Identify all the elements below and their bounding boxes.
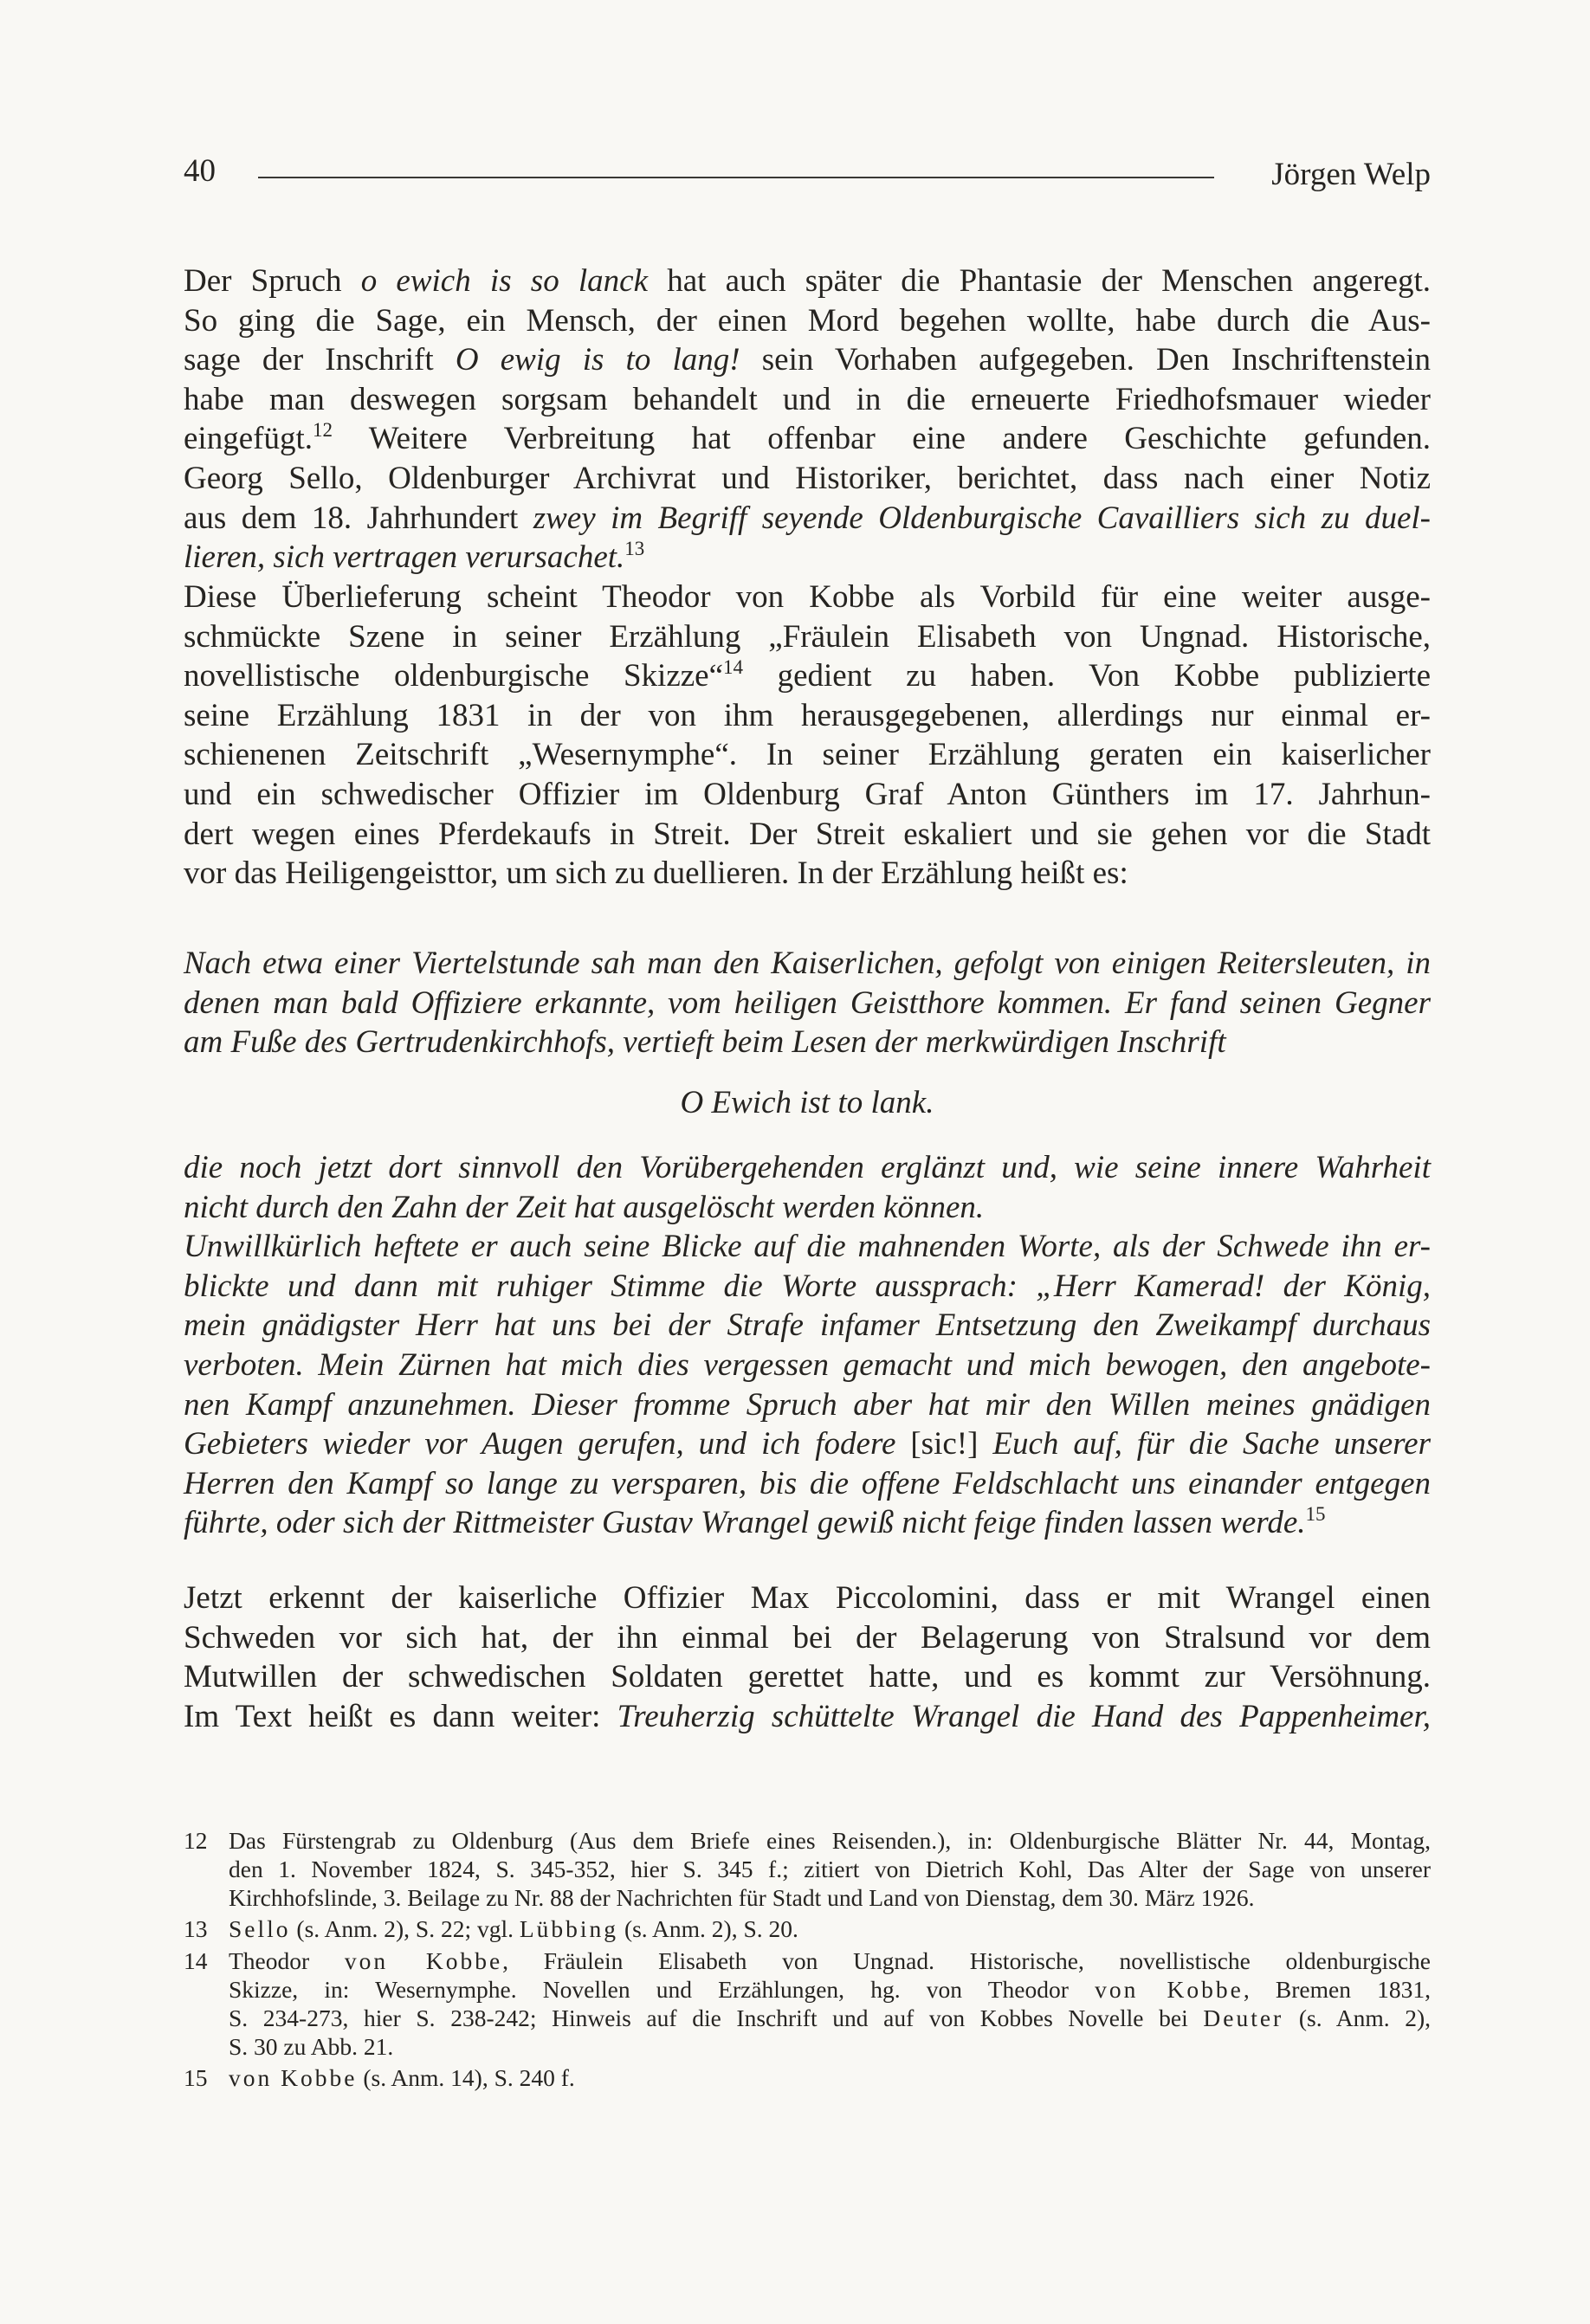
text-line: Diese Überlieferung scheint Theodor von Kobbe als Vorbild für eine weiter ausge- — [184, 579, 1431, 615]
quote-line: nicht durch den Zahn der Zeit hat ausgelöscht werden können. — [184, 1189, 985, 1225]
footnote-line: S. 234-273, hier S. 238-242; Hinweis auf die Inschrift und auf von Kobbes Novelle bei Deuter (s. Anm. 2), — [229, 2004, 1432, 2031]
footnote-line: Skizze, in: Wesernymphe. Novellen und Erzählungen, hg. von Theodor von Kobbe, Bremen 1831, — [229, 1975, 1431, 2003]
quote-line: nen Kampf anzunehmen. Dieser fromme Spruch aber hat mir den Willen meines gnädigen — [184, 1386, 1431, 1423]
footnote-line: Das Fürstengrab zu Oldenburg (Aus dem Briefe eines Reisenden.), in: Oldenburgische Blätter Nr. 44, Montag, — [229, 1827, 1431, 1854]
text-line: Der Spruch o ewich is so lanck hat auch später die Phantasie der Menschen angeregt. — [184, 263, 1431, 299]
running-head-author: Jörgen Welp — [1271, 157, 1431, 192]
footnote-line: von Kobbe (s. Anm. 14), S. 240 f. — [229, 2064, 575, 2092]
footnotes — [184, 1827, 1431, 2093]
quote-line: Herren den Kampf so lange zu versparen, bis die offene Feldschlacht uns einander entgegen — [184, 1465, 1431, 1501]
footnote-12 — [184, 1827, 1431, 1912]
text-line: schmückte Szene in seiner Erzählung „Fräulein Elisabeth von Ungnad. Historische, — [184, 618, 1431, 655]
quote-line: denen man bald Offiziere erkannte, vom heiligen Geistthore kommen. Er fand seinen Gegner — [184, 984, 1431, 1021]
text-line: Im Text heißt es dann weiter: Treuherzig schüttelte Wrangel die Hand des Pappenheimer, — [184, 1698, 1432, 1734]
footnote-line: den 1. November 1824, S. 345-352, hier S. 345 f.; zitiert von Dietrich Kohl, Das Alter der Sage von unserer — [229, 1855, 1431, 1882]
footnote-ref-15[interactable]: 15 — [1305, 1503, 1326, 1526]
text-line: Jetzt erkennt der kaiserliche Offizier Max Piccolomini, dass er mit Wrangel einen — [184, 1580, 1431, 1616]
quote-line: Unwillkürlich heftete er auch seine Blicke auf die mahnenden Worte, als der Schwede ihn er- — [184, 1229, 1431, 1265]
block-quote — [184, 944, 1431, 1062]
sic-marker: [sic!] — [910, 1426, 979, 1462]
text-line: dert wegen eines Pferdekaufs in Streit. Der Streit eskaliert und sie gehen vor die Stadt — [184, 816, 1431, 852]
quote-line: die noch jetzt dort sinnvoll den Vorübergehenden erglänzt und, wie seine innere Wahrheit — [184, 1150, 1431, 1185]
cited-author: Lübbing — [519, 1915, 619, 1943]
text-line: eingefügt.$^{12}$ Weitere Verbreitung hat offenbar eine andere Geschichte gefunden. — [184, 419, 1431, 457]
text-line: novellistische oldenburgische Skizze“$^{14}$ gedient zu haben. Von Kobbe publizierte — [184, 656, 1431, 694]
header-rule — [258, 177, 1214, 178]
quote-line: mein gnädigster Herr hat uns bei der Strafe infamer Entsetzung den Zweikampf durchaus — [184, 1307, 1431, 1344]
quote-inscription — [184, 1083, 1431, 1123]
page-number: 40 — [184, 153, 216, 189]
paragraph-1 — [184, 261, 1431, 578]
quote-line: Nach etwa einer Viertelstunde sah man den Kaiserlichen, gefolgt von einigen Reitersleuten, in — [184, 946, 1431, 981]
quote-line: führte, oder sich der Rittmeister Gustav Wrangel gewiß nicht feige finden lassen werde.$^{15}$ — [184, 1503, 1326, 1541]
footnote-ref-13[interactable]: 13 — [624, 538, 645, 560]
footnote-number: 14 — [184, 1947, 208, 1975]
footnote-13 — [184, 1915, 1431, 1944]
text-line: sage der Inschrift O ewig is to lang! sein Vorhaben aufgegeben. Den Inschriftenstein — [184, 342, 1431, 378]
cited-author: von Kobbe — [344, 1947, 503, 1975]
text-line: vor das Heiligengeisttor, um sich zu duellieren. In der Erzählung heißt es: — [184, 855, 1128, 892]
footnote-number: 12 — [184, 1827, 208, 1854]
cited-author: Deuter — [1203, 2004, 1284, 2031]
running-header — [184, 152, 1431, 204]
footnote-line: Theodor von Kobbe, Fräulein Elisabeth von Ungnad. Historische, novellistische oldenburgische — [229, 1947, 1431, 1975]
text-line: Georg Sello, Oldenburger Archivrat und Historiker, berichtet, dass nach einer Notiz — [184, 460, 1431, 496]
footnote-number: 15 — [184, 2064, 208, 2092]
block-quote-continued — [184, 1148, 1431, 1543]
footnote-15 — [184, 2064, 1431, 2093]
footnote-14 — [184, 1947, 1431, 2061]
footnote-ref-12[interactable]: 12 — [312, 419, 333, 442]
quote-line: am Fuße des Gertrudenkirchhofs, vertieft beim Lesen der merkwürdigen Inschrift — [184, 1024, 1226, 1061]
paragraph-3 — [184, 1578, 1431, 1736]
cited-author: Sello — [229, 1915, 291, 1943]
footnote-number: 13 — [184, 1915, 208, 1943]
quote-line: Gebieters wieder vor Augen gerufen, und ich fodere [sic!] Euch auf, für die Sache unserer — [184, 1426, 1431, 1462]
text-line: und ein schwedischer Offizier im Oldenburg Graf Anton Günthers im 17. Jahrhun- — [184, 776, 1431, 812]
text-line: habe man deswegen sorgsam behandelt und in die erneuerte Friedhofsmauer wieder — [184, 381, 1431, 417]
text-line: Schweden vor sich hat, der ihn einmal bei der Belagerung von Stralsund vor dem — [184, 1619, 1431, 1656]
text-line: schienenen Zeitschrift „Wesernymphe“. In seiner Erzählung geraten ein kaiserlicher — [184, 737, 1431, 773]
inscription-line: O Ewich ist to lank. — [680, 1085, 934, 1120]
cited-author: von Kobbe — [1095, 1975, 1244, 2003]
text-line: Mutwillen der schwedischen Soldaten gerettet hatte, und es kommt zur Versöhnung. — [184, 1659, 1431, 1695]
text-line: So ging die Sage, ein Mensch, der einen Mord begehen wollte, habe durch die Aus- — [184, 302, 1431, 339]
footnote-ref-14[interactable]: 14 — [723, 656, 744, 679]
text-line: aus dem 18. Jahrhundert zwey im Begriff seyende Oldenburgische Cavailliers sich zu duel- — [184, 500, 1431, 536]
paragraph-2 — [184, 578, 1431, 894]
footnote-line: Kirchhofslinde, 3. Beilage zu Nr. 88 der Nachrichten für Stadt und Land von Dienstag, dem 30. März 1926. — [229, 1883, 1255, 1911]
text-line: seine Erzählung 1831 in der von ihm herausgegebenen, allerdings nur einmal er- — [184, 697, 1431, 733]
cited-author: von Kobbe — [229, 2064, 358, 2092]
quote-line: verboten. Mein Zürnen hat mich dies vergessen gemacht und mich bewogen, den angebote- — [184, 1346, 1431, 1383]
text-line: lieren, sich vertragen verursachet.$^{13}$ — [184, 538, 645, 576]
footnote-line: S. 30 zu Abb. 21. — [229, 2032, 394, 2060]
quote-line: blickte und dann mit ruhiger Stimme die Worte aussprach: „Herr Kamerad! der König, — [184, 1268, 1431, 1304]
footnote-line: Sello (s. Anm. 2), S. 22; vgl. Lübbing (s. Anm. 2), S. 20. — [229, 1915, 798, 1943]
